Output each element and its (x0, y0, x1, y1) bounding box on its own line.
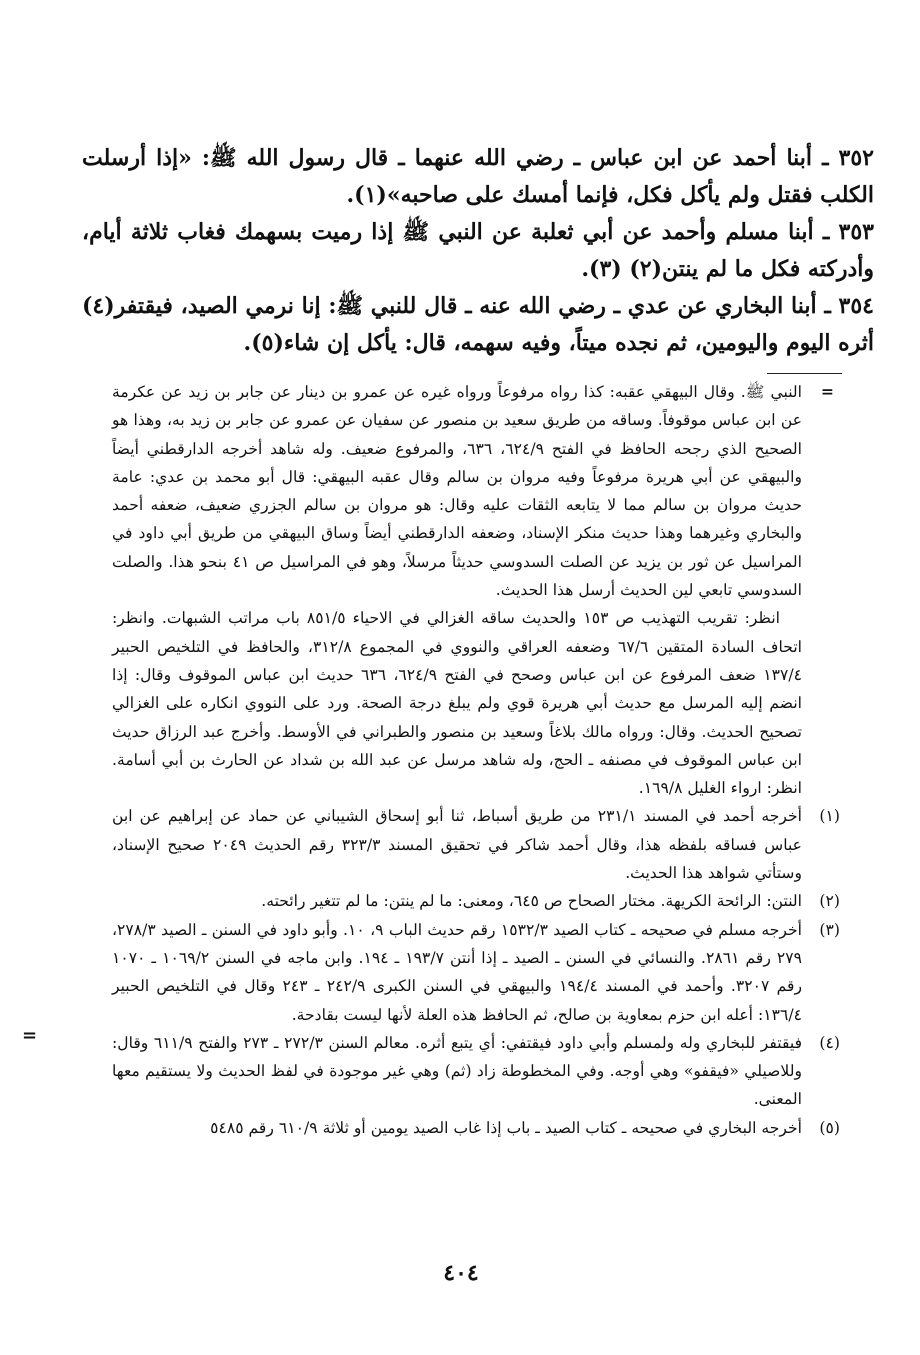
continuation-text: النبي ﷺ. وقال البيهقي عقبه: كذا رواه مرفوعاً ورواه غيره عن عمرو بن دينار عن جابر بن زيد عن عكرمة عن ابن عباس موقوفاً. وساقه من طريق سعيد بن منصور عن سفيان عن عمرو عن جابر بن زيد به، وهذا هو الصحيح الذي رجحه الحافظ في الفتح ٦٢٤/٩، ٦٣٦، والمرفوع ضعيف. وله شاهد أخرجه الدارقطني أيضاً والبيهقي عن أبي هريرة مرفوعاً وفيه مروان بن سالم وقال عقبه البيهقي: قال أبو محمد بن عدي: عامة حديث مروان بن سالم مما لا يتابعه الثقات عليه وقال: هو مروان بن سالم الجزري ضعيف، ضعفه أحمد والبخاري وغيرهما وهذا حديث منكر الإسناد، وضعفه الدارقطني أيضاً وساق البيهقي من طريق أبي داود في المراسيل عن ثور بن يزيد عن الصلت السدوسي حديثاً مرسلاً، وهو في المراسيل ص ٤١ بنحو هذا. والصلت السدوسي تابعي لين الحديث أرسل هذا الحديث. (112, 383, 802, 600)
footnote-number: (٥) (819, 1118, 840, 1137)
footnote-divider (767, 373, 842, 374)
footnote-text: أخرجه مسلم في صحيحه ـ كتاب الصيد ١٥٣٢/٣ رقم حديث الباب ٩، ١٠. وأبو داود في السنن ـ الصيد ٢٧٨/٣، ٢٧٩ رقم ٢٨٦١. والنسائي في السنن ـ الصيد ـ إذا أنتن ١٩٣/٧ ـ ١٩٤. وابن ماجه في السنن ١٠٦٩/٢ ـ ١٠٧٠ رقم ٣٢٠٧. وأحمد في المسند ١٩٤/٤ والبيهقي في السنن الكبرى ٢٤٢/٩ ـ ٢٤٣ وقال في التلخيص الحبير ١٣٦/٤: أعله ابن حزم بمعاوية بن صالح، ثم الحافظ هذه العلة لأنها ليست بقادحة. (112, 920, 803, 1024)
footnote-text: أخرجه أحمد في المسند ٢٣١/١ من طريق أسباط، ثنا أبو إسحاق الشيباني عن حماد عن إبراهيم عن ابن عباس فساقه بلفظه هذا، وقال أحمد شاكر في تحقيق المسند ٣٢٣/٣ رقم الحديث ٢٠٤٩ صحيح الإسناد، وستأتي شواهد هذا الحديث. (112, 807, 802, 883)
page-body (22, 140, 900, 1330)
footnote-text: أخرجه البخاري في صحيحه ـ كتاب الصيد ـ باب إذا غاب الصيد يومين أو ثلاثة ٦١٠/٩ رقم ٥٤٨٥ (210, 1118, 802, 1137)
footnote-number: (٤) (819, 1033, 840, 1052)
footnote-4 (112, 1029, 840, 1114)
footnote-1 (112, 802, 840, 887)
continuation-mark: = (820, 382, 834, 401)
footnote-number: (١) (819, 807, 840, 826)
continues-mark: = (22, 1025, 38, 1046)
footnote-text: النتن: الرائحة الكريهة. مختار الصحاح ص ٦٤٥، ومعنى: ما لم ينتن: ما لم تتغير رائحته. (261, 892, 802, 911)
footnote-2 (112, 887, 840, 915)
footnote-text: فيقتفر للبخاري وله ولمسلم وأبي داود فيقتفي: أي يتبع أثره. معالم السنن ٢٧٢/٣ ـ ٢٧٣ والفتح ٦١١/٩ وقال: وللاصيلي «فيقفو» وهي أوجه. وفي المخطوطة زاد (ثم) وهي غير موجودة في لفظ الحديث ولا يستقيم معها المعنى. (112, 1033, 803, 1109)
hadith-353: ٣٥٣ ـ أبنا مسلم وأحمد عن أبي ثعلبة عن النبي ﷺ إذا رميت بسهمك فغاب ثلاثة أيام، وأدركته فكل ما لم ينتن(٢) (٣). (82, 219, 874, 282)
footnotes-section (112, 378, 840, 1142)
hadith-352: ٣٥٢ ـ أبنا أحمد عن ابن عباس ـ رضي الله عنهما ـ قال رسول الله ﷺ: «إذا أرسلت الكلب فقتل ولم يأكل فكل، فإنما أمسك على صاحبه»(١). (82, 145, 874, 208)
footnote-3 (112, 916, 840, 1029)
page-number: ٤٠٤ (443, 1260, 479, 1286)
footnote-continuation-2: انظر: تقريب التهذيب ص ١٥٣ والحديث ساقه الغزالي في الاحياء ٨٥١/٥ باب مراتب الشبهات. وانظر: اتحاف السادة المتقين ٦٧/٦ وضعفه العراقي والنووي في المجموع ٣١٢/٨، والحافظ في التلخيص الحبير ١٣٧/٤ ضعف المرفوع عن ابن عباس وصحح في الفتح ٦٢٤/٩، ٦٣٦ حديث ابن عباس الموقوف وقال: إذا انضم إليه المرسل مع حديث أبي هريرة قوي ولم يبلغ درجة الصحة. ورد على النووي انكاره على الغزالي تصحيح الحديث. وقال: ورواه مالك بلاغاً وسعيد بن منصور والطبراني في الأوسط. وأخرج عبد الرزاق حديث ابن عباس الموقوف في مصنفه ـ الحج، وله شاهد مرسل عن عبد الله بن شداد عن الحارث بن أبي أسامة. انظر: ارواء الغليل ١٦٩/٨. (112, 609, 802, 798)
footnote-5 (112, 1114, 840, 1142)
footnote-number: (٣) (819, 920, 840, 939)
hadith-354: ٣٥٤ ـ أبنا البخاري عن عدي ـ رضي الله عنه ـ قال للنبي ﷺ: إنا نرمي الصيد، فيقتفر(٤) أثره اليوم واليومين، ثم نجده ميتاً، وفيه سهمه، قال: يأكل إن شاء(٥). (82, 293, 874, 356)
footnote-number: (٢) (819, 892, 840, 911)
footnote-continuation (112, 378, 840, 604)
